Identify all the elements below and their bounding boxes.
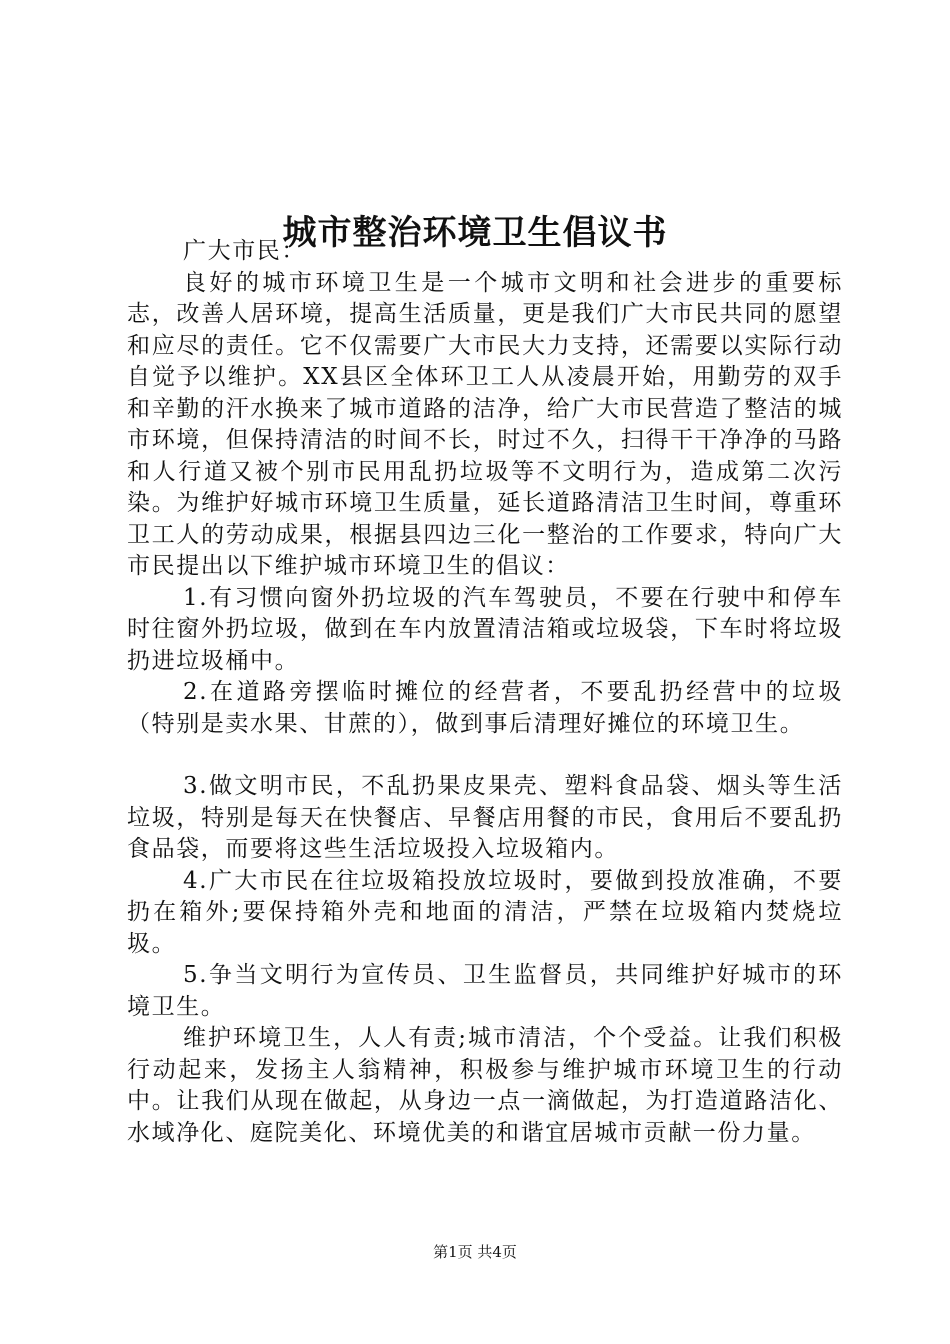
proposal-item-3: 3.做文明市民，不乱扔果皮果壳、塑料食品袋、烟头等生活垃圾，特别是每天在快餐店、早餐店用餐的市民，食用后不要乱扔食品袋，而要将这些生活垃圾投入垃圾箱内。 — [127, 773, 843, 862]
paragraph-intro: 良好的城市环境卫生是一个城市文明和社会进步的重要标志，改善人居环境，提高生活质量，更是我们广大市民共同的愿望和应尽的责任。它不仅需要广大市民大力支持，还需要以实际行动自觉予以维护。XX县区全体环卫工人从凌晨开始，用勤劳的双手和辛勤的汗水换来了城市道路的洁净，给广大市民营造了整洁的城市环境，但保持清洁的时间不长，时过不久，扫得干干净净的马路和人行道又被个别市民用乱扔垃圾等不文明行为，造成第二次污染。为维护好城市环境卫生质量，延长道路清洁卫生时间，尊重环卫工人的劳动成果，根据县四边三化一整治的工作要求，特向广大市民提出以下维护城市环境卫生的倡议： — [127, 269, 843, 579]
paragraph-closing: 维护环境卫生，人人有责;城市清洁，个个受益。让我们积极行动起来，发扬主人翁精神，积极参与维护城市环境卫生的行动中。让我们从现在做起，从身边一点一滴做起，为打造道路洁化、水域净化、庭院美化、环境优美的和谐宜居城市贡献一份力量。 — [127, 1025, 843, 1146]
page-number-footer: 第1页 共4页 — [433, 1243, 517, 1261]
proposal-item-4: 4.广大市民在往垃圾箱投放垃圾时，要做到投放准确，不要扔在箱外;要保持箱外壳和地面的清洁，严禁在垃圾箱内焚烧垃圾。 — [127, 867, 843, 957]
document-body — [127, 236, 843, 1149]
document-title: 城市整治环境卫生倡议书 — [282, 212, 668, 253]
salutation: 广大市民： — [183, 238, 306, 264]
proposal-item-1: 1.有习惯向窗外扔垃圾的汽车驾驶员，不要在行驶中和停车时往窗外扔垃圾，做到在车内放置清洁箱或垃圾袋，下车时将垃圾扔进垃圾桶中。 — [127, 584, 843, 674]
proposal-item-2: 2.在道路旁摆临时摊位的经营者，不要乱扔经营中的垃圾（特别是卖水果、甘蔗的），做到事后清理好摊位的环境卫生。 — [127, 679, 843, 737]
proposal-item-5: 5.争当文明行为宣传员、卫生监督员，共同维护好城市的环境卫生。 — [127, 962, 843, 1020]
